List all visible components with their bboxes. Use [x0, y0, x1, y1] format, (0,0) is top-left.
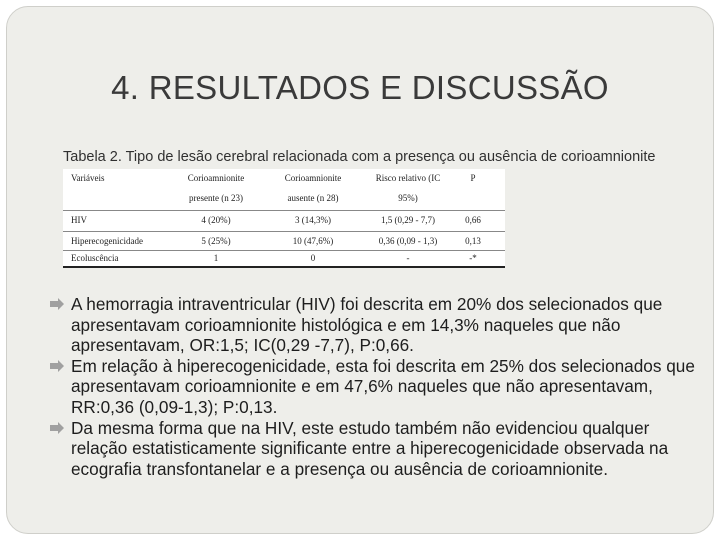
header-cell: 95%) [398, 193, 418, 203]
table-cell: - [406, 253, 410, 263]
header-cell: Corioamnionite [187, 173, 245, 183]
header-cell: Corioamnionite [284, 173, 342, 183]
bullet-arrow-icon [49, 360, 65, 372]
table-cell: 0,13 [465, 236, 481, 246]
bullet-list [47, 294, 707, 479]
table-cell: HIV [71, 215, 87, 225]
table-cell: Ecoluscência [71, 253, 119, 263]
table-cell: 1,5 (0,29 - 7,7) [381, 215, 435, 225]
bullet-item [47, 418, 707, 480]
table-header-row [63, 169, 505, 189]
bullet-text: A hemorragia intraventricular (HIV) foi descrita em 20% dos selecionados que apresentavam corioamnionite histológica e em 14,3% naqueles que não apresentavam, OR:1,5; IC(0,29 -7,7), P:0,66. [71, 294, 663, 356]
table-cell: 4 (20%) [201, 215, 231, 225]
table-cell: 0,36 (0,09 - 1,3) [378, 236, 438, 246]
table-cell: -* [469, 253, 477, 263]
header-cell: P [470, 173, 476, 183]
header-cell: Risco relativo (IC [375, 173, 441, 183]
bullet-item [47, 294, 707, 356]
header-cell: presente (n 23) [189, 193, 243, 203]
table-row [63, 249, 505, 269]
bullet-text: Da mesma forma que na HIV, este estudo também não evidenciou qualquer relação estatisticamente significante entre a hiperecogenicidade observada na ecografia transfontanelar e a presença ou ausência de corioamnionite. [71, 417, 669, 479]
bullet-arrow-icon [49, 298, 65, 310]
table-header-row [63, 189, 505, 209]
bullet-item [47, 356, 707, 418]
table-cell: 5 (25%) [201, 236, 231, 246]
table-cell: Hiperecogenicidade [71, 236, 143, 246]
header-cell: Variáveis [71, 173, 105, 183]
table-cell: 1 [213, 253, 219, 263]
table-cell: 0 [310, 253, 316, 263]
bullet-text: Em relação à hiperecogenicidade, esta foi descrita em 25% dos selecionados que apresentavam corioamnionite e em 47,6% naqueles que não apresentavam, RR:0,36 (0,09-1,3); P:0,13. [71, 355, 695, 417]
table-cell: 3 (14,3%) [295, 215, 331, 225]
bullet-arrow-icon [49, 422, 65, 434]
results-table [63, 169, 505, 268]
table-row [63, 211, 505, 231]
slide-title: 4. RESULTADOS E DISCUSSÃO [111, 69, 609, 106]
slide [6, 6, 714, 534]
table-cell: 10 (47,6%) [292, 236, 334, 246]
header-cell: ausente (n 28) [287, 193, 339, 203]
table-caption: Tabela 2. Tipo de lesão cerebral relacionada com a presença ou ausência de corioamnionite [63, 149, 656, 165]
table-cell: 0,66 [465, 215, 481, 225]
